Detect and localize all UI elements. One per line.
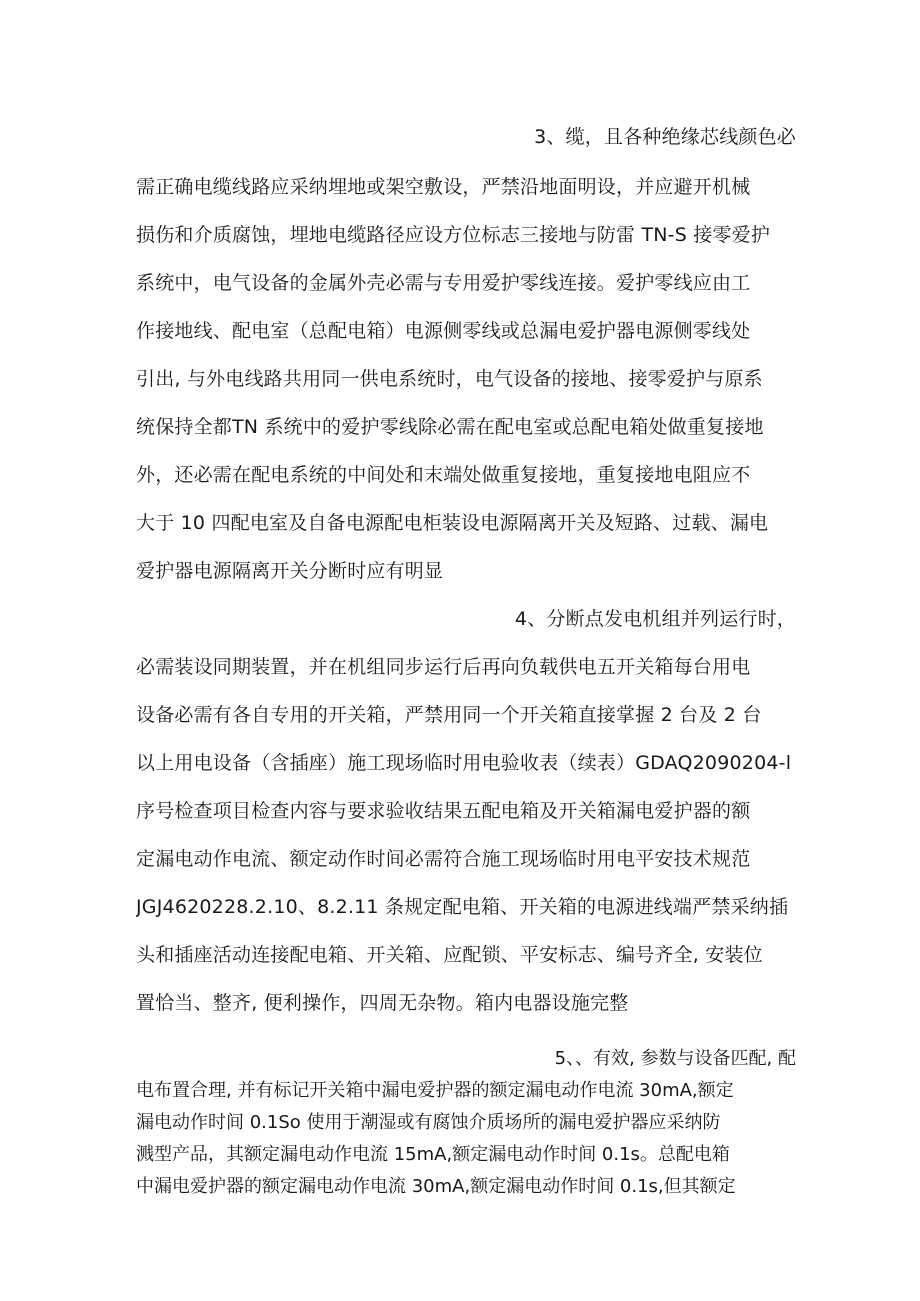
section-5-text-line: 中漏电爱护器的额定漏电动作电流 30mA,额定漏电动作时间 0.1s,但其额定 <box>136 1176 736 1197</box>
section-3-heading-line: 3、缆，且各种绝缘芯线颜色必 <box>534 126 796 148</box>
section-4-text-line: JGJ4620228.2.10、8.2.11 条规定配电箱、开关箱的电源进线端严禁采纳插 <box>136 896 789 918</box>
section-4-text-line: 头和插座活动连接配电箱、开关箱、应配锁、平安标志、编号齐全, 安装位 <box>136 944 763 966</box>
section-4-text-line: 序号检查项目检查内容与要求验收结果五配电箱及开关箱漏电爱护器的额 <box>136 800 751 822</box>
section-4-text-line: 设备必需有各自专用的开关箱，严禁用同一个开关箱直接掌握 2 台及 2 台 <box>136 704 762 726</box>
section-3-text-line: 损伤和介质腐蚀，埋地电缆路径应设方位标志三接地与防雷 TN-S 接零爱护 <box>136 224 771 246</box>
section-5-heading-line: 5、、有效, 参数与设备匹配, 配 <box>554 1048 796 1069</box>
section-3-text-line: 爱护器电源隔离开关分断时应有明显 <box>136 560 444 582</box>
section-4-heading-line: 4、分断点发电机组并列运行时， <box>514 608 796 630</box>
section-3-text-line: 系统中，电气设备的金属外壳必需与专用爱护零线连接。爱护零线应由工 <box>136 272 751 294</box>
section-5-text-line: 溅型产品，其额定漏电动作电流 15mA,额定漏电动作时间 0.1s。总配电箱 <box>136 1144 730 1165</box>
section-5-text-line: 漏电动作时间 0.1So 使用于潮湿或有腐蚀介质场所的漏电爱护器应采纳防 <box>136 1112 721 1133</box>
section-4-text-line: 置恰当、整齐, 便利操作，四周无杂物。箱内电器设施完整 <box>136 992 629 1014</box>
section-3-text-line: 外，还必需在配电系统的中间处和末端处做重复接地，重复接地电阻应不 <box>136 464 751 486</box>
section-3-text-line: 大于 10 四配电室及自备电源配电柜装设电源隔离开关及短路、过载、漏电 <box>136 512 769 534</box>
section-3-text-line: 作接地线、配电室（总配电箱）电源侧零线或总漏电爱护器电源侧零线处 <box>136 320 751 342</box>
section-3-text-line: 统保持全都TN 系统中的爱护零线除必需在配电室或总配电箱处做重复接地 <box>136 416 764 438</box>
section-3-text-line: 需正确电缆线路应采纳埋地或架空敷设，严禁沿地面明设，并应避开机械 <box>136 176 751 198</box>
section-4-text-line: 以上用电设备（含插座）施工现场临时用电验收表（续表）GDAQ2090204-l <box>136 752 792 774</box>
section-4-text-line: 定漏电动作电流、额定动作时间必需符合施工现场临时用电平安技术规范 <box>136 848 751 870</box>
section-4-text-line: 必需装设同期装置，并在机组同步运行后再向负载供电五开关箱每台用电 <box>136 656 751 678</box>
section-5-text-line: 电布置合理, 并有标记开关箱中漏电爱护器的额定漏电动作电流 30mA,额定 <box>136 1080 734 1101</box>
section-3-text-line: 引出, 与外电线路共用同一供电系统时，电气设备的接地、接零爱护与原系 <box>136 368 763 390</box>
